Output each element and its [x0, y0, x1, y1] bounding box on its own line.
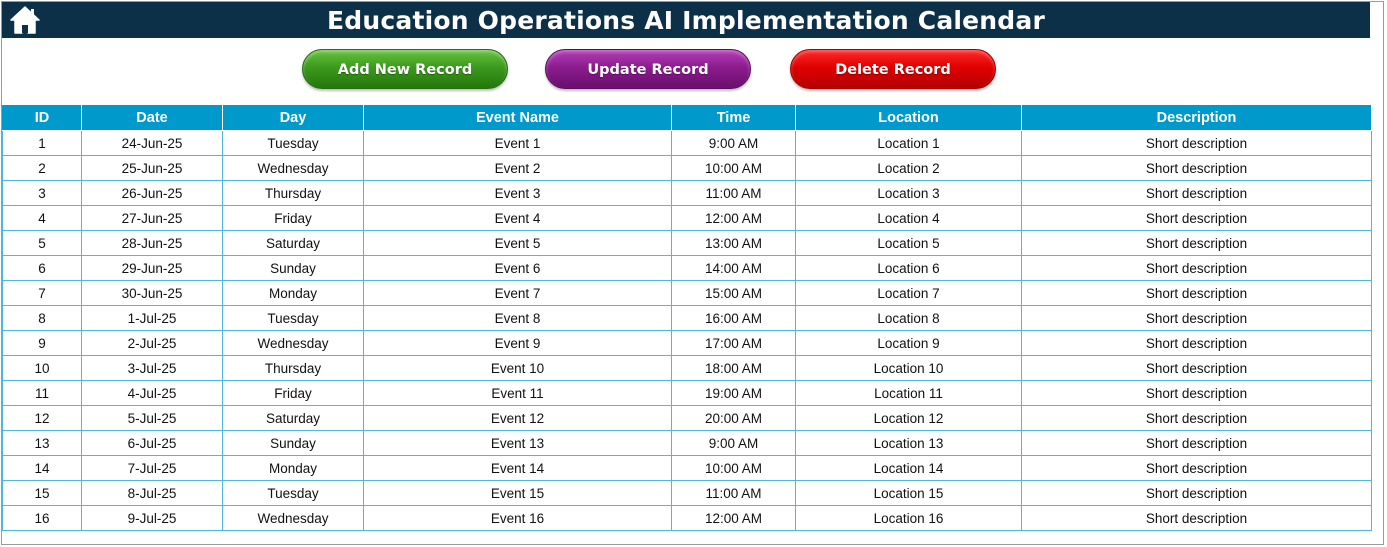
table-row[interactable] — [3, 381, 1372, 406]
cell-time[interactable]: 18:00 AM — [672, 356, 796, 381]
cell-description[interactable]: Short description — [1022, 306, 1372, 331]
cell-day[interactable]: Thursday — [223, 356, 364, 381]
cell-location[interactable]: Location 2 — [796, 156, 1022, 181]
column-header-date[interactable]: Date — [82, 105, 223, 131]
column-header-description[interactable]: Description — [1022, 105, 1372, 131]
cell-day[interactable]: Friday — [223, 381, 364, 406]
cell-description[interactable]: Short description — [1022, 456, 1372, 481]
column-header-id[interactable]: ID — [3, 105, 82, 131]
cell-id[interactable]: 5 — [3, 231, 82, 256]
cell-event-name[interactable]: Event 5 — [364, 231, 672, 256]
cell-date[interactable]: 26-Jun-25 — [82, 181, 223, 206]
cell-location[interactable]: Location 14 — [796, 456, 1022, 481]
cell-description[interactable]: Short description — [1022, 406, 1372, 431]
cell-time[interactable]: 13:00 AM — [672, 231, 796, 256]
cell-location[interactable]: Location 3 — [796, 181, 1022, 206]
add-new-record-button[interactable]: Add New Record — [302, 49, 508, 89]
cell-day[interactable]: Tuesday — [223, 481, 364, 506]
cell-time[interactable]: 20:00 AM — [672, 406, 796, 431]
cell-day[interactable]: Sunday — [223, 431, 364, 456]
cell-description[interactable]: Short description — [1022, 231, 1372, 256]
cell-day[interactable]: Wednesday — [223, 506, 364, 531]
cell-location[interactable]: Location 8 — [796, 306, 1022, 331]
table-row[interactable] — [3, 181, 1372, 206]
cell-date[interactable]: 5-Jul-25 — [82, 406, 223, 431]
cell-date[interactable]: 24-Jun-25 — [82, 131, 223, 156]
cell-date[interactable]: 8-Jul-25 — [82, 481, 223, 506]
cell-event-name[interactable]: Event 15 — [364, 481, 672, 506]
cell-time[interactable]: 11:00 AM — [672, 481, 796, 506]
cell-event-name[interactable]: Event 9 — [364, 331, 672, 356]
cell-event-name[interactable]: Event 16 — [364, 506, 672, 531]
column-header-location[interactable]: Location — [796, 105, 1022, 131]
cell-event-name[interactable]: Event 4 — [364, 206, 672, 231]
table-row[interactable] — [3, 256, 1372, 281]
cell-location[interactable]: Location 11 — [796, 381, 1022, 406]
table-row[interactable] — [3, 331, 1372, 356]
cell-day[interactable]: Sunday — [223, 256, 364, 281]
cell-date[interactable]: 3-Jul-25 — [82, 356, 223, 381]
column-header-event-name[interactable]: Event Name — [364, 105, 672, 131]
cell-id[interactable]: 7 — [3, 281, 82, 306]
cell-description[interactable]: Short description — [1022, 481, 1372, 506]
cell-location[interactable]: Location 9 — [796, 331, 1022, 356]
cell-description[interactable]: Short description — [1022, 156, 1372, 181]
cell-time[interactable]: 10:00 AM — [672, 456, 796, 481]
cell-description[interactable]: Short description — [1022, 131, 1372, 156]
cell-time[interactable]: 9:00 AM — [672, 131, 796, 156]
title-bar — [2, 2, 1370, 38]
cell-location[interactable]: Location 4 — [796, 206, 1022, 231]
cell-id[interactable]: 6 — [3, 256, 82, 281]
cell-day[interactable]: Friday — [223, 206, 364, 231]
cell-location[interactable]: Location 6 — [796, 256, 1022, 281]
cell-location[interactable]: Location 15 — [796, 481, 1022, 506]
cell-day[interactable]: Saturday — [223, 231, 364, 256]
table-row[interactable] — [3, 281, 1372, 306]
cell-id[interactable]: 11 — [3, 381, 82, 406]
cell-date[interactable]: 2-Jul-25 — [82, 331, 223, 356]
cell-id[interactable]: 16 — [3, 506, 82, 531]
cell-description[interactable]: Short description — [1022, 181, 1372, 206]
cell-date[interactable]: 4-Jul-25 — [82, 381, 223, 406]
column-header-time[interactable]: Time — [672, 105, 796, 131]
cell-id[interactable]: 15 — [3, 481, 82, 506]
cell-location[interactable]: Location 12 — [796, 406, 1022, 431]
cell-event-name[interactable]: Event 6 — [364, 256, 672, 281]
cell-date[interactable]: 6-Jul-25 — [82, 431, 223, 456]
cell-event-name[interactable]: Event 12 — [364, 406, 672, 431]
cell-location[interactable]: Location 1 — [796, 131, 1022, 156]
cell-id[interactable]: 8 — [3, 306, 82, 331]
cell-description[interactable]: Short description — [1022, 356, 1372, 381]
page-title: Education Operations AI Implementation Calendar — [326, 6, 1046, 35]
cell-date[interactable]: 25-Jun-25 — [82, 156, 223, 181]
delete-record-button[interactable]: Delete Record — [790, 49, 996, 89]
cell-location[interactable]: Location 10 — [796, 356, 1022, 381]
cell-event-name[interactable]: Event 7 — [364, 281, 672, 306]
table-row[interactable] — [3, 431, 1372, 456]
cell-id[interactable]: 2 — [3, 156, 82, 181]
cell-time[interactable]: 12:00 AM — [672, 206, 796, 231]
table-row[interactable] — [3, 131, 1372, 156]
cell-id[interactable]: 12 — [3, 406, 82, 431]
cell-description[interactable]: Short description — [1022, 281, 1372, 306]
column-header-day[interactable]: Day — [223, 105, 364, 131]
table-row[interactable] — [3, 406, 1372, 431]
table-row[interactable] — [3, 481, 1372, 506]
cell-id[interactable]: 1 — [3, 131, 82, 156]
cell-description[interactable]: Short description — [1022, 206, 1372, 231]
cell-id[interactable]: 4 — [3, 206, 82, 231]
cell-time[interactable]: 17:00 AM — [672, 331, 796, 356]
cell-description[interactable]: Short description — [1022, 431, 1372, 456]
cell-id[interactable]: 14 — [3, 456, 82, 481]
cell-location[interactable]: Location 16 — [796, 506, 1022, 531]
table-row[interactable] — [3, 306, 1372, 331]
cell-description[interactable]: Short description — [1022, 381, 1372, 406]
update-record-button[interactable]: Update Record — [545, 49, 751, 89]
cell-time[interactable]: 14:00 AM — [672, 256, 796, 281]
cell-day[interactable]: Tuesday — [223, 131, 364, 156]
table-row[interactable] — [3, 356, 1372, 381]
cell-date[interactable]: 27-Jun-25 — [82, 206, 223, 231]
table-row[interactable] — [3, 456, 1372, 481]
cell-event-name[interactable]: Event 10 — [364, 356, 672, 381]
table-row[interactable] — [3, 506, 1372, 531]
cell-day[interactable]: Saturday — [223, 406, 364, 431]
cell-date[interactable]: 29-Jun-25 — [82, 256, 223, 281]
cell-date[interactable]: 9-Jul-25 — [82, 506, 223, 531]
cell-description[interactable]: Short description — [1022, 506, 1372, 531]
cell-day[interactable]: Wednesday — [223, 331, 364, 356]
cell-event-name[interactable]: Event 14 — [364, 456, 672, 481]
cell-time[interactable]: 12:00 AM — [672, 506, 796, 531]
calendar-table — [2, 105, 1372, 531]
table-header-row — [3, 105, 1372, 131]
cell-day[interactable]: Tuesday — [223, 306, 364, 331]
cell-event-name[interactable]: Event 13 — [364, 431, 672, 456]
cell-id[interactable]: 10 — [3, 356, 82, 381]
table-body — [3, 131, 1372, 531]
cell-time[interactable]: 9:00 AM — [672, 431, 796, 456]
cell-time[interactable]: 11:00 AM — [672, 181, 796, 206]
cell-event-name[interactable]: Event 8 — [364, 306, 672, 331]
cell-location[interactable]: Location 5 — [796, 231, 1022, 256]
cell-id[interactable]: 13 — [3, 431, 82, 456]
table-row[interactable] — [3, 206, 1372, 231]
cell-time[interactable]: 10:00 AM — [672, 156, 796, 181]
table-row[interactable] — [3, 156, 1372, 181]
cell-event-name[interactable]: Event 1 — [364, 131, 672, 156]
table-row[interactable] — [3, 231, 1372, 256]
cell-day[interactable]: Monday — [223, 456, 364, 481]
cell-id[interactable]: 9 — [3, 331, 82, 356]
cell-event-name[interactable]: Event 2 — [364, 156, 672, 181]
cell-date[interactable]: 30-Jun-25 — [82, 281, 223, 306]
cell-day[interactable]: Monday — [223, 281, 364, 306]
cell-location[interactable]: Location 13 — [796, 431, 1022, 456]
cell-description[interactable]: Short description — [1022, 256, 1372, 281]
cell-day[interactable]: Wednesday — [223, 156, 364, 181]
cell-event-name[interactable]: Event 3 — [364, 181, 672, 206]
cell-description[interactable]: Short description — [1022, 331, 1372, 356]
cell-date[interactable]: 28-Jun-25 — [82, 231, 223, 256]
cell-time[interactable]: 16:00 AM — [672, 306, 796, 331]
cell-day[interactable]: Thursday — [223, 181, 364, 206]
cell-time[interactable]: 19:00 AM — [672, 381, 796, 406]
cell-date[interactable]: 1-Jul-25 — [82, 306, 223, 331]
cell-id[interactable]: 3 — [3, 181, 82, 206]
cell-time[interactable]: 15:00 AM — [672, 281, 796, 306]
cell-date[interactable]: 7-Jul-25 — [82, 456, 223, 481]
cell-location[interactable]: Location 7 — [796, 281, 1022, 306]
cell-event-name[interactable]: Event 11 — [364, 381, 672, 406]
